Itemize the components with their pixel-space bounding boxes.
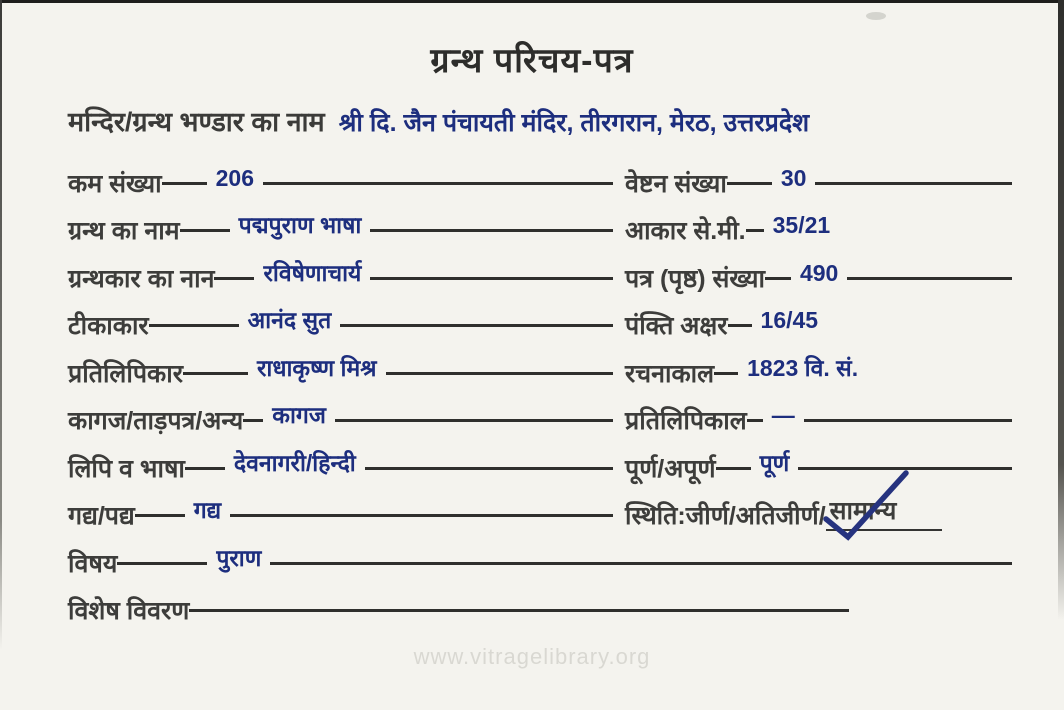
scan-edge-top xyxy=(0,0,1064,3)
field-row xyxy=(68,294,613,342)
field-value: पुराण xyxy=(216,544,262,571)
field-row xyxy=(68,389,613,437)
field-value: — xyxy=(771,402,795,428)
fields-column-left xyxy=(68,151,613,531)
rule-line xyxy=(185,467,225,470)
rule-line xyxy=(746,229,764,232)
field-row-condition xyxy=(625,484,1012,532)
rule-line xyxy=(847,277,1012,280)
rule-line xyxy=(335,419,613,422)
field-row xyxy=(625,436,1012,484)
rule-line xyxy=(230,514,613,517)
field-label: रचनाकाल xyxy=(625,359,715,388)
field-row xyxy=(625,151,1012,199)
field-value: देवनागरी/हिन्दी xyxy=(233,449,356,476)
field-row xyxy=(625,341,1012,389)
rule-line xyxy=(370,277,613,280)
rule-line xyxy=(263,182,613,185)
rule-line xyxy=(747,419,763,422)
field-label: आकार से.मी. xyxy=(625,217,746,246)
rule-line xyxy=(162,182,207,185)
field-row xyxy=(68,436,613,484)
rule-line xyxy=(135,514,185,517)
rule-line xyxy=(243,419,263,422)
field-label: प्रतिलिपिकार xyxy=(68,359,183,388)
rule-line xyxy=(149,324,239,327)
field-value: 1823 वि. सं. xyxy=(747,354,859,381)
field-label: कम संख्या xyxy=(68,169,162,198)
field-label: विशेष विवरण xyxy=(68,597,190,626)
rule-line xyxy=(728,324,752,327)
field-row xyxy=(68,531,1012,579)
field-row xyxy=(68,199,613,247)
rule-line xyxy=(340,324,613,327)
condition-option-label: सामान्य xyxy=(829,497,897,525)
field-label: प्रतिलिपिकाल xyxy=(625,407,747,436)
form-body xyxy=(0,102,1064,626)
rule-line xyxy=(189,609,849,612)
field-label: ग्रन्थकार का नान xyxy=(68,264,215,293)
rule-line xyxy=(727,182,772,185)
field-value: आनंद सुत xyxy=(247,307,332,333)
watermark: www.vitragelibrary.org xyxy=(413,644,651,669)
rule-line xyxy=(180,229,230,232)
field-value: 206 xyxy=(215,164,254,191)
field-label: पूर्ण/अपूर्ण xyxy=(625,454,716,483)
field-label: पत्र (पृष्ठ) संख्या xyxy=(625,264,765,293)
field-label: कागज/ताड़पत्र/अन्य xyxy=(68,407,244,436)
field-row xyxy=(68,341,613,389)
field-value: 30 xyxy=(780,164,807,191)
bhandar-name-value: श्री दि. जैन पंचायती मंदिर, तीरगरान, मेरठ, उत्तरप्रदेश xyxy=(338,109,810,137)
rule-line xyxy=(765,277,791,280)
rule-line xyxy=(270,562,1012,565)
bhandar-name-row xyxy=(68,102,1012,139)
rule-line xyxy=(798,467,1012,470)
field-value: 490 xyxy=(799,259,839,286)
bhandar-name-label: मन्दिर/ग्रन्थ भण्डार का नाम xyxy=(68,107,325,137)
fields-grid xyxy=(68,151,1012,531)
form-title: ग्रन्थ परिचय-पत्र xyxy=(430,42,634,80)
field-label: विषय xyxy=(68,549,118,578)
field-row xyxy=(68,246,613,294)
field-value: राधाकृष्ण मिश्र xyxy=(256,354,377,381)
rule-line xyxy=(804,419,1012,422)
field-row xyxy=(68,484,613,532)
field-value: पद्मपुराण भाषा xyxy=(238,212,362,238)
field-label: लिपि व भाषा xyxy=(68,454,185,483)
field-row xyxy=(625,199,1012,247)
field-value: गद्य xyxy=(193,497,222,523)
field-value: पूर्ण xyxy=(759,449,790,476)
scan-smudge xyxy=(866,12,886,20)
rule-line xyxy=(370,229,613,232)
scan-edge-left xyxy=(0,0,2,650)
field-label: टीकाकार xyxy=(68,312,149,341)
field-value: रविषेणाचार्य xyxy=(263,259,362,286)
field-label: ग्रन्थ का नाम xyxy=(68,217,180,246)
rule-line xyxy=(214,277,254,280)
field-label: वेष्टन संख्या xyxy=(625,169,727,198)
field-row xyxy=(625,389,1012,437)
field-row xyxy=(625,294,1012,342)
field-value: कागज xyxy=(272,402,326,428)
rule-line xyxy=(183,372,248,375)
field-label: गद्य/पद्य xyxy=(68,502,135,531)
field-row xyxy=(68,579,1012,627)
field-label: पंक्ति अक्षर xyxy=(625,312,728,341)
field-row xyxy=(625,246,1012,294)
rule-line xyxy=(117,562,207,565)
field-value: 35/21 xyxy=(772,212,831,238)
scan-edge-right xyxy=(1058,0,1064,620)
rule-line xyxy=(815,182,1012,185)
rule-line xyxy=(386,372,613,375)
field-value: 16/45 xyxy=(760,307,819,333)
field-row xyxy=(68,151,613,199)
field-label: स्थिति:जीर्ण/अतिजीर्ण/ xyxy=(625,502,826,531)
rule-line xyxy=(716,467,751,470)
fields-column-right xyxy=(625,151,1012,531)
rule-line xyxy=(714,372,738,375)
condition-selected-option xyxy=(826,493,943,531)
rule-line xyxy=(365,467,613,470)
